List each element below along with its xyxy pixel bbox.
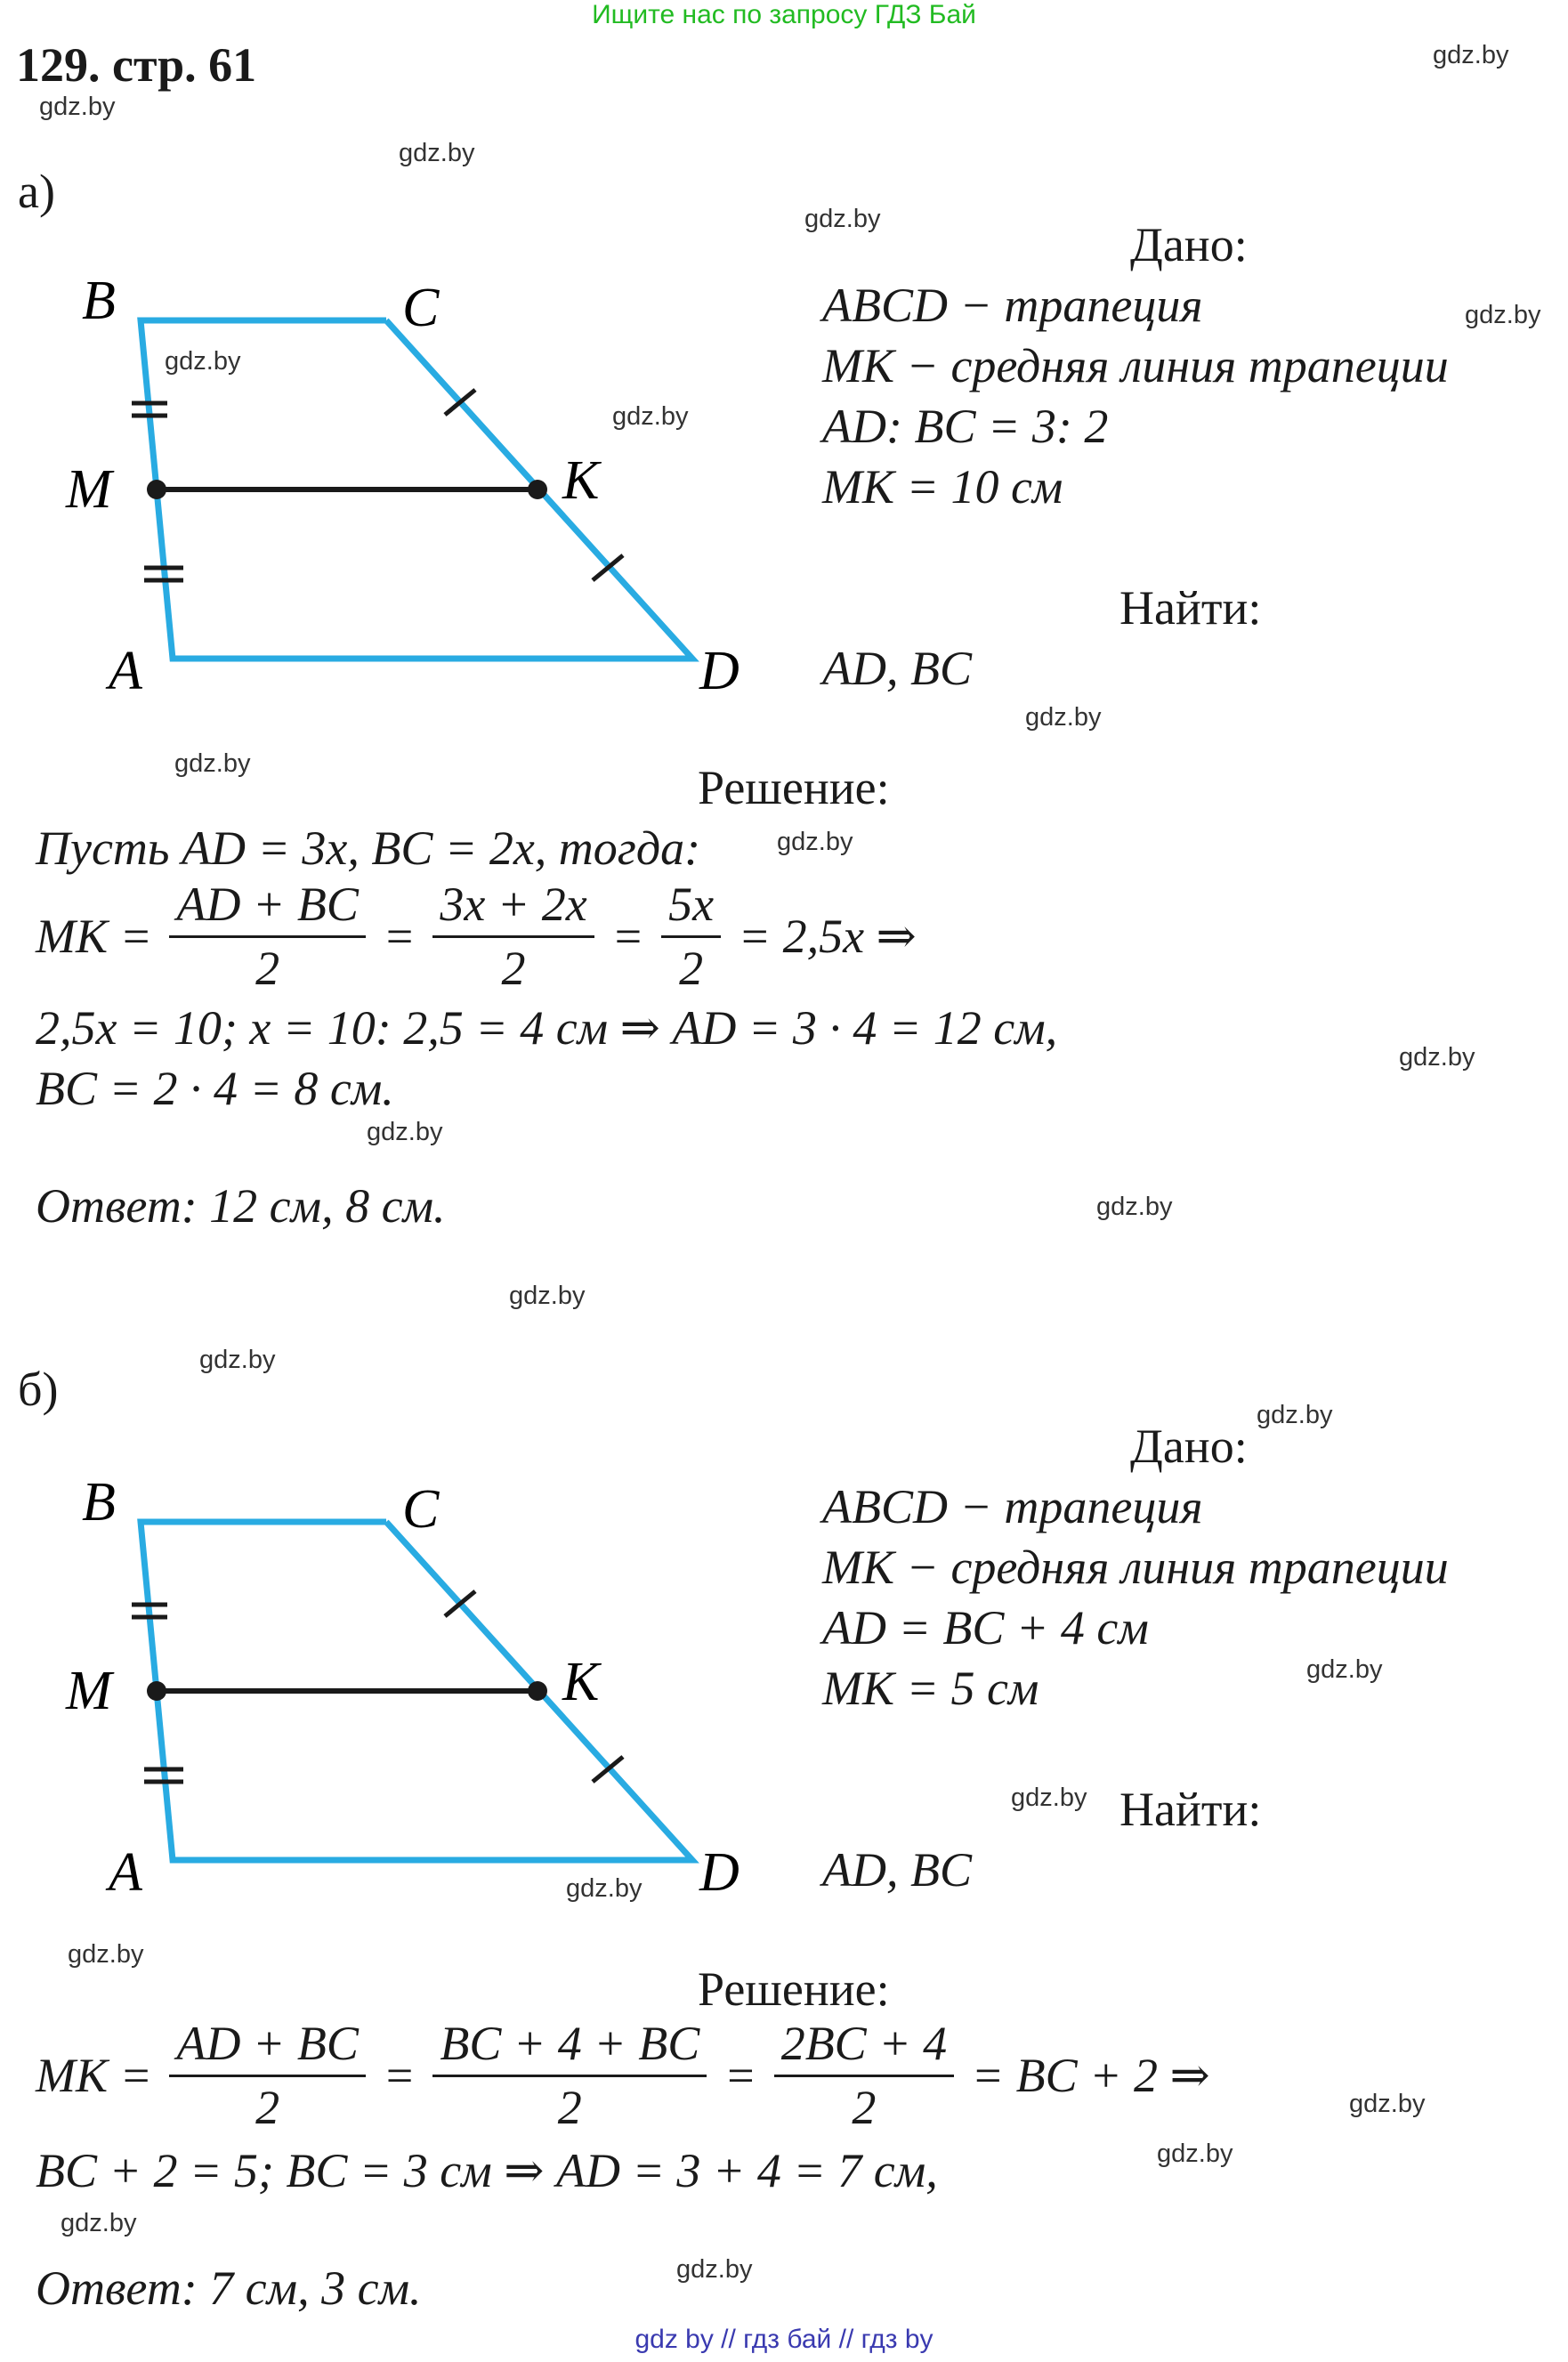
fraction-denominator: 2 — [679, 941, 704, 995]
fraction-denominator: 2 — [852, 2080, 877, 2134]
given-line: MK − средняя линия трапеции — [822, 1541, 1449, 1594]
find-title: Найти: — [1119, 1783, 1262, 1836]
watermark: gdz.by — [367, 1118, 443, 1146]
given-line: AD: BC = 3: 2 — [822, 400, 1109, 453]
fraction-numerator: BC + 4 + BC — [432, 2018, 707, 2077]
fraction — [661, 879, 721, 993]
fraction-denominator: 2 — [501, 941, 526, 995]
equals-sign: = — [383, 2049, 416, 2103]
vertex-label-c: C — [402, 1479, 440, 1540]
vertex-label-a: A — [109, 641, 142, 701]
solution-line: BC = 2 · 4 = 8 см. — [36, 1062, 394, 1115]
fraction-denominator: 2 — [557, 2080, 582, 2134]
answer: Ответ: 12 см, 8 см. — [36, 1179, 446, 1233]
watermark: gdz.by — [1011, 1784, 1087, 1812]
vertex-label-k: K — [562, 1652, 600, 1712]
fraction-denominator: 2 — [255, 2080, 280, 2134]
watermark: gdz.by — [1025, 703, 1102, 732]
solution-title: Решение: — [698, 761, 890, 814]
vertex-label-d: D — [699, 1842, 740, 1903]
equals-sign: = — [723, 2049, 757, 2103]
fraction — [432, 879, 594, 993]
fraction-numerator: AD + BC — [169, 879, 365, 938]
fraction-numerator: AD + BC — [169, 2018, 365, 2077]
solution-formula — [36, 879, 917, 993]
formula-rhs: = 2,5x ⇒ — [738, 910, 917, 964]
watermark: gdz.by — [399, 139, 475, 167]
top-search-link[interactable]: Ищите нас по запросу ГДЗ Бай — [592, 0, 976, 29]
vertex-label-b: B — [82, 271, 116, 331]
trapezoid-figure-a — [0, 249, 783, 819]
watermark: gdz.by — [509, 1282, 586, 1310]
fraction-numerator: 5x — [661, 879, 721, 938]
vertex-label-b: B — [82, 1472, 116, 1533]
watermark: gdz.by — [676, 2255, 753, 2284]
given-title: Дано: — [1130, 218, 1248, 271]
watermark: gdz.by — [39, 93, 116, 121]
watermark: gdz.by — [804, 205, 881, 233]
watermark: gdz.by — [68, 1940, 144, 1969]
formula-lhs: MK = — [36, 2049, 152, 2103]
watermark: gdz.by — [1349, 2090, 1426, 2118]
watermark: gdz.by — [1465, 301, 1541, 329]
given-line: MK = 10 см — [822, 460, 1063, 514]
part-b-label: б) — [18, 1363, 59, 1416]
vertex-label-k: K — [562, 450, 600, 511]
vertex-label-a: A — [109, 1842, 142, 1903]
part-a-label: а) — [18, 165, 55, 218]
vertex-label-m: M — [66, 1661, 112, 1721]
find-values: AD, BC — [822, 642, 972, 695]
point-k — [528, 480, 547, 499]
fraction — [169, 2018, 365, 2132]
point-m — [147, 1681, 166, 1701]
solution-line: 2,5x = 10; x = 10: 2,5 = 4 см ⇒ AD = 3 · 4 = 12 см, — [36, 1001, 1058, 1055]
point-k — [528, 1681, 547, 1701]
given-line: MK − средняя линия трапеции — [822, 339, 1449, 392]
fraction-denominator: 2 — [255, 941, 280, 995]
footer-links[interactable]: gdz by // гдз бай // гдз by — [634, 2325, 934, 2354]
fraction — [774, 2018, 954, 2132]
solution-line: BC + 2 = 5; BC = 3 см ⇒ AD = 3 + 4 = 7 см, — [36, 2144, 938, 2197]
fraction — [432, 2018, 707, 2132]
formula-lhs: MK = — [36, 910, 152, 964]
formula-rhs: = BC + 2 ⇒ — [971, 2049, 1210, 2103]
watermark: gdz.by — [1399, 1043, 1475, 1072]
vertex-label-d: D — [699, 641, 740, 701]
answer: Ответ: 7 см, 3 см. — [36, 2261, 422, 2315]
given-line: AD = BC + 4 см — [822, 1601, 1149, 1654]
point-m — [147, 480, 166, 499]
fraction-numerator: 2BC + 4 — [774, 2018, 954, 2077]
watermark: gdz.by — [1433, 41, 1509, 69]
vertex-label-c: C — [402, 278, 440, 338]
find-values: AD, BC — [822, 1843, 972, 1897]
watermark: gdz.by — [612, 402, 689, 431]
page-title: 129. стр. 61 — [16, 38, 257, 92]
fraction-numerator: 3x + 2x — [432, 879, 594, 938]
watermark: gdz.by — [1257, 1401, 1333, 1429]
solution-title: Решение: — [698, 1962, 890, 2016]
given-line: ABCD − трапеция — [822, 1480, 1203, 1533]
watermark: gdz.by — [1157, 2140, 1233, 2168]
given-line: MK = 5 см — [822, 1662, 1039, 1715]
fraction — [169, 879, 365, 993]
solution-line: Пусть AD = 3x, BC = 2x, тогда: — [36, 821, 701, 875]
equals-sign: = — [611, 910, 644, 964]
find-title: Найти: — [1119, 581, 1262, 635]
watermark: gdz.by — [199, 1346, 276, 1374]
vertex-label-m: M — [66, 459, 112, 520]
watermark: gdz.by — [61, 2209, 137, 2237]
watermark: gdz.by — [165, 347, 241, 376]
watermark: gdz.by — [566, 1874, 643, 1903]
equals-sign: = — [383, 910, 416, 964]
solution-formula — [36, 2018, 1210, 2132]
watermark: gdz.by — [1096, 1193, 1173, 1221]
given-line: ABCD − трапеция — [822, 279, 1203, 332]
watermark: gdz.by — [777, 828, 853, 856]
trapezoid-figure-b — [0, 1451, 783, 2020]
watermark: gdz.by — [1306, 1655, 1383, 1684]
watermark: gdz.by — [174, 749, 251, 778]
given-title: Дано: — [1130, 1420, 1248, 1473]
